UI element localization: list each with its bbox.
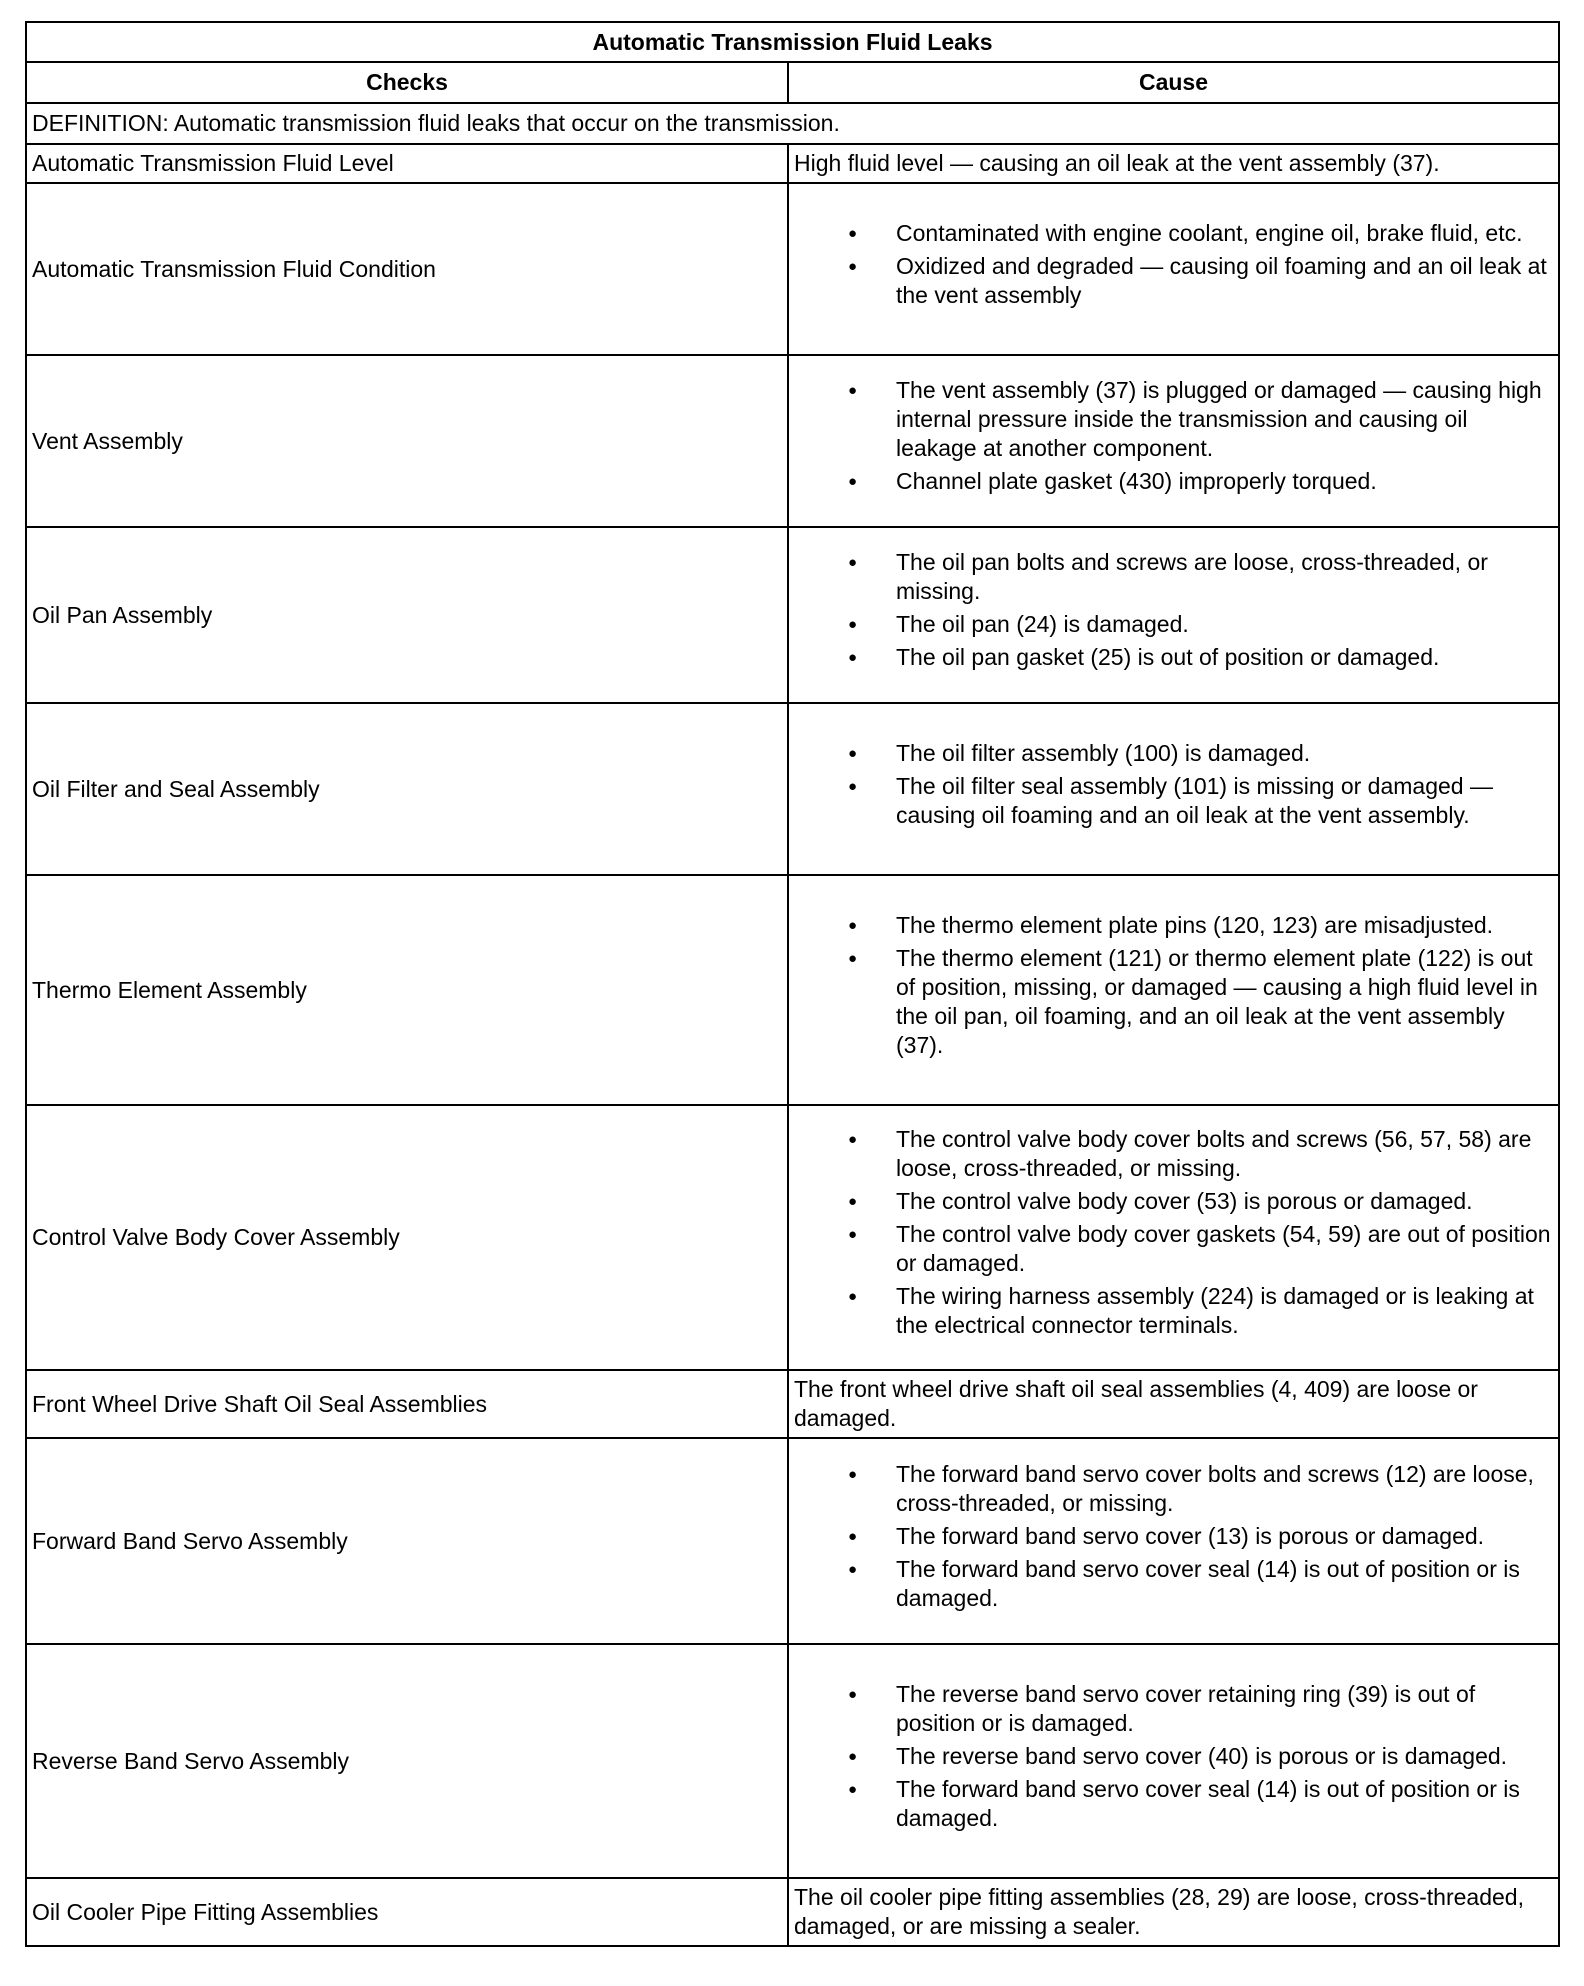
cause-bullet-item: ● The thermo element plate pins (120, 123) are misadjusted. (794, 911, 1558, 940)
cause-column-header: Cause (788, 62, 1559, 103)
diagnostic-table (25, 21, 1560, 1947)
check-cell: Automatic Transmission Fluid Level (26, 144, 788, 183)
table-body (26, 103, 1559, 1946)
table-title-row (26, 22, 1559, 62)
table-row (26, 355, 1559, 527)
check-cell: Forward Band Servo Assembly (26, 1438, 788, 1644)
cause-bullet-item: ● The vent assembly (37) is plugged or damaged — causing high internal pressure inside the transmission and causing oil leakage at another component. (794, 376, 1558, 463)
cause-bullet-list (794, 911, 1558, 1074)
check-cell: Control Valve Body Cover Assembly (26, 1105, 788, 1370)
cause-bullet-item: ● The oil filter assembly (100) is damaged. (794, 739, 1558, 768)
cause-bullet-item: ● Oxidized and degraded — causing oil foaming and an oil leak at the vent assembly (794, 252, 1558, 310)
cause-cell (788, 527, 1559, 703)
cause-bullet-item: ● The control valve body cover gaskets (54, 59) are out of position or damaged. (794, 1220, 1558, 1278)
cause-bullet-list (794, 1680, 1558, 1847)
cause-bullet-item: ● The reverse band servo cover (40) is porous or is damaged. (794, 1742, 1558, 1771)
cause-cell (788, 355, 1559, 527)
cause-bullet-item: ● The control valve body cover (53) is porous or damaged. (794, 1187, 1558, 1216)
checks-column-header: Checks (26, 62, 788, 103)
check-cell: Vent Assembly (26, 355, 788, 527)
table-row (26, 144, 1559, 183)
cause-cell (788, 1644, 1559, 1878)
table-row (26, 1438, 1559, 1644)
table-title: Automatic Transmission Fluid Leaks (26, 22, 1559, 62)
table-row (26, 703, 1559, 875)
check-cell: Oil Cooler Pipe Fitting Assemblies (26, 1878, 788, 1946)
table-row (26, 875, 1559, 1105)
cause-bullet-item: ● The oil filter seal assembly (101) is missing or damaged — causing oil foaming and an oil leak at the vent assembly. (794, 772, 1558, 830)
cause-bullet-item: ● Channel plate gasket (430) improperly torqued. (794, 467, 1558, 496)
cause-bullet-item: ● The thermo element (121) or thermo element plate (122) is out of position, missing, or damaged — causing a high fluid level in the oil pan, oil foaming, and an oil leak at the vent assembly (37). (794, 944, 1558, 1060)
cause-bullet-item: ● The control valve body cover bolts and screws (56, 57, 58) are loose, cross-threaded, or missing. (794, 1125, 1558, 1183)
cause-bullet-item: ● The oil pan (24) is damaged. (794, 610, 1558, 639)
cause-cell (788, 183, 1559, 355)
cause-bullet-item: ● The reverse band servo cover retaining ring (39) is out of position or is damaged. (794, 1680, 1558, 1738)
table-row (26, 1878, 1559, 1946)
cause-cell: High fluid level — causing an oil leak at the vent assembly (37). (788, 144, 1559, 183)
cause-cell (788, 703, 1559, 875)
check-cell: Oil Filter and Seal Assembly (26, 703, 788, 875)
table-row (26, 1644, 1559, 1878)
definition-row (26, 103, 1559, 144)
check-cell: Front Wheel Drive Shaft Oil Seal Assemblies (26, 1370, 788, 1438)
table-header-row (26, 62, 1559, 103)
cause-bullet-list (794, 1460, 1558, 1627)
cause-bullet-list (794, 548, 1558, 686)
check-cell: Thermo Element Assembly (26, 875, 788, 1105)
cause-bullet-item: ● The forward band servo cover seal (14) is out of position or is damaged. (794, 1555, 1558, 1613)
cause-bullet-item: ● The forward band servo cover bolts and screws (12) are loose, cross-threaded, or missing. (794, 1460, 1558, 1518)
cause-cell (788, 1438, 1559, 1644)
table-row (26, 1105, 1559, 1370)
check-cell: Reverse Band Servo Assembly (26, 1644, 788, 1878)
cause-bullet-item: ● The oil pan gasket (25) is out of position or damaged. (794, 643, 1558, 672)
cause-bullet-item: ● The oil pan bolts and screws are loose, cross-threaded, or missing. (794, 548, 1558, 606)
cause-cell (788, 875, 1559, 1105)
cause-bullet-item: ● The forward band servo cover seal (14) is out of position or is damaged. (794, 1775, 1558, 1833)
table-row (26, 527, 1559, 703)
cause-bullet-item: ● The wiring harness assembly (224) is damaged or is leaking at the electrical connector terminals. (794, 1282, 1558, 1340)
cause-bullet-item: ● Contaminated with engine coolant, engine oil, brake fluid, etc. (794, 219, 1558, 248)
cause-bullet-list (794, 219, 1558, 324)
cause-cell: The oil cooler pipe fitting assemblies (28, 29) are loose, cross-threaded, damaged, or are missing a sealer. (788, 1878, 1559, 1946)
check-cell: Automatic Transmission Fluid Condition (26, 183, 788, 355)
table-row (26, 1370, 1559, 1438)
cause-bullet-list (794, 1125, 1558, 1354)
table-row (26, 183, 1559, 355)
check-cell: Oil Pan Assembly (26, 527, 788, 703)
cause-bullet-list (794, 739, 1558, 844)
cause-bullet-list (794, 376, 1558, 510)
cause-cell (788, 1105, 1559, 1370)
cause-bullet-item: ● The forward band servo cover (13) is porous or damaged. (794, 1522, 1558, 1551)
definition-text: DEFINITION: Automatic transmission fluid leaks that occur on the transmission. (26, 103, 1559, 144)
cause-cell: The front wheel drive shaft oil seal assemblies (4, 409) are loose or damaged. (788, 1370, 1559, 1438)
